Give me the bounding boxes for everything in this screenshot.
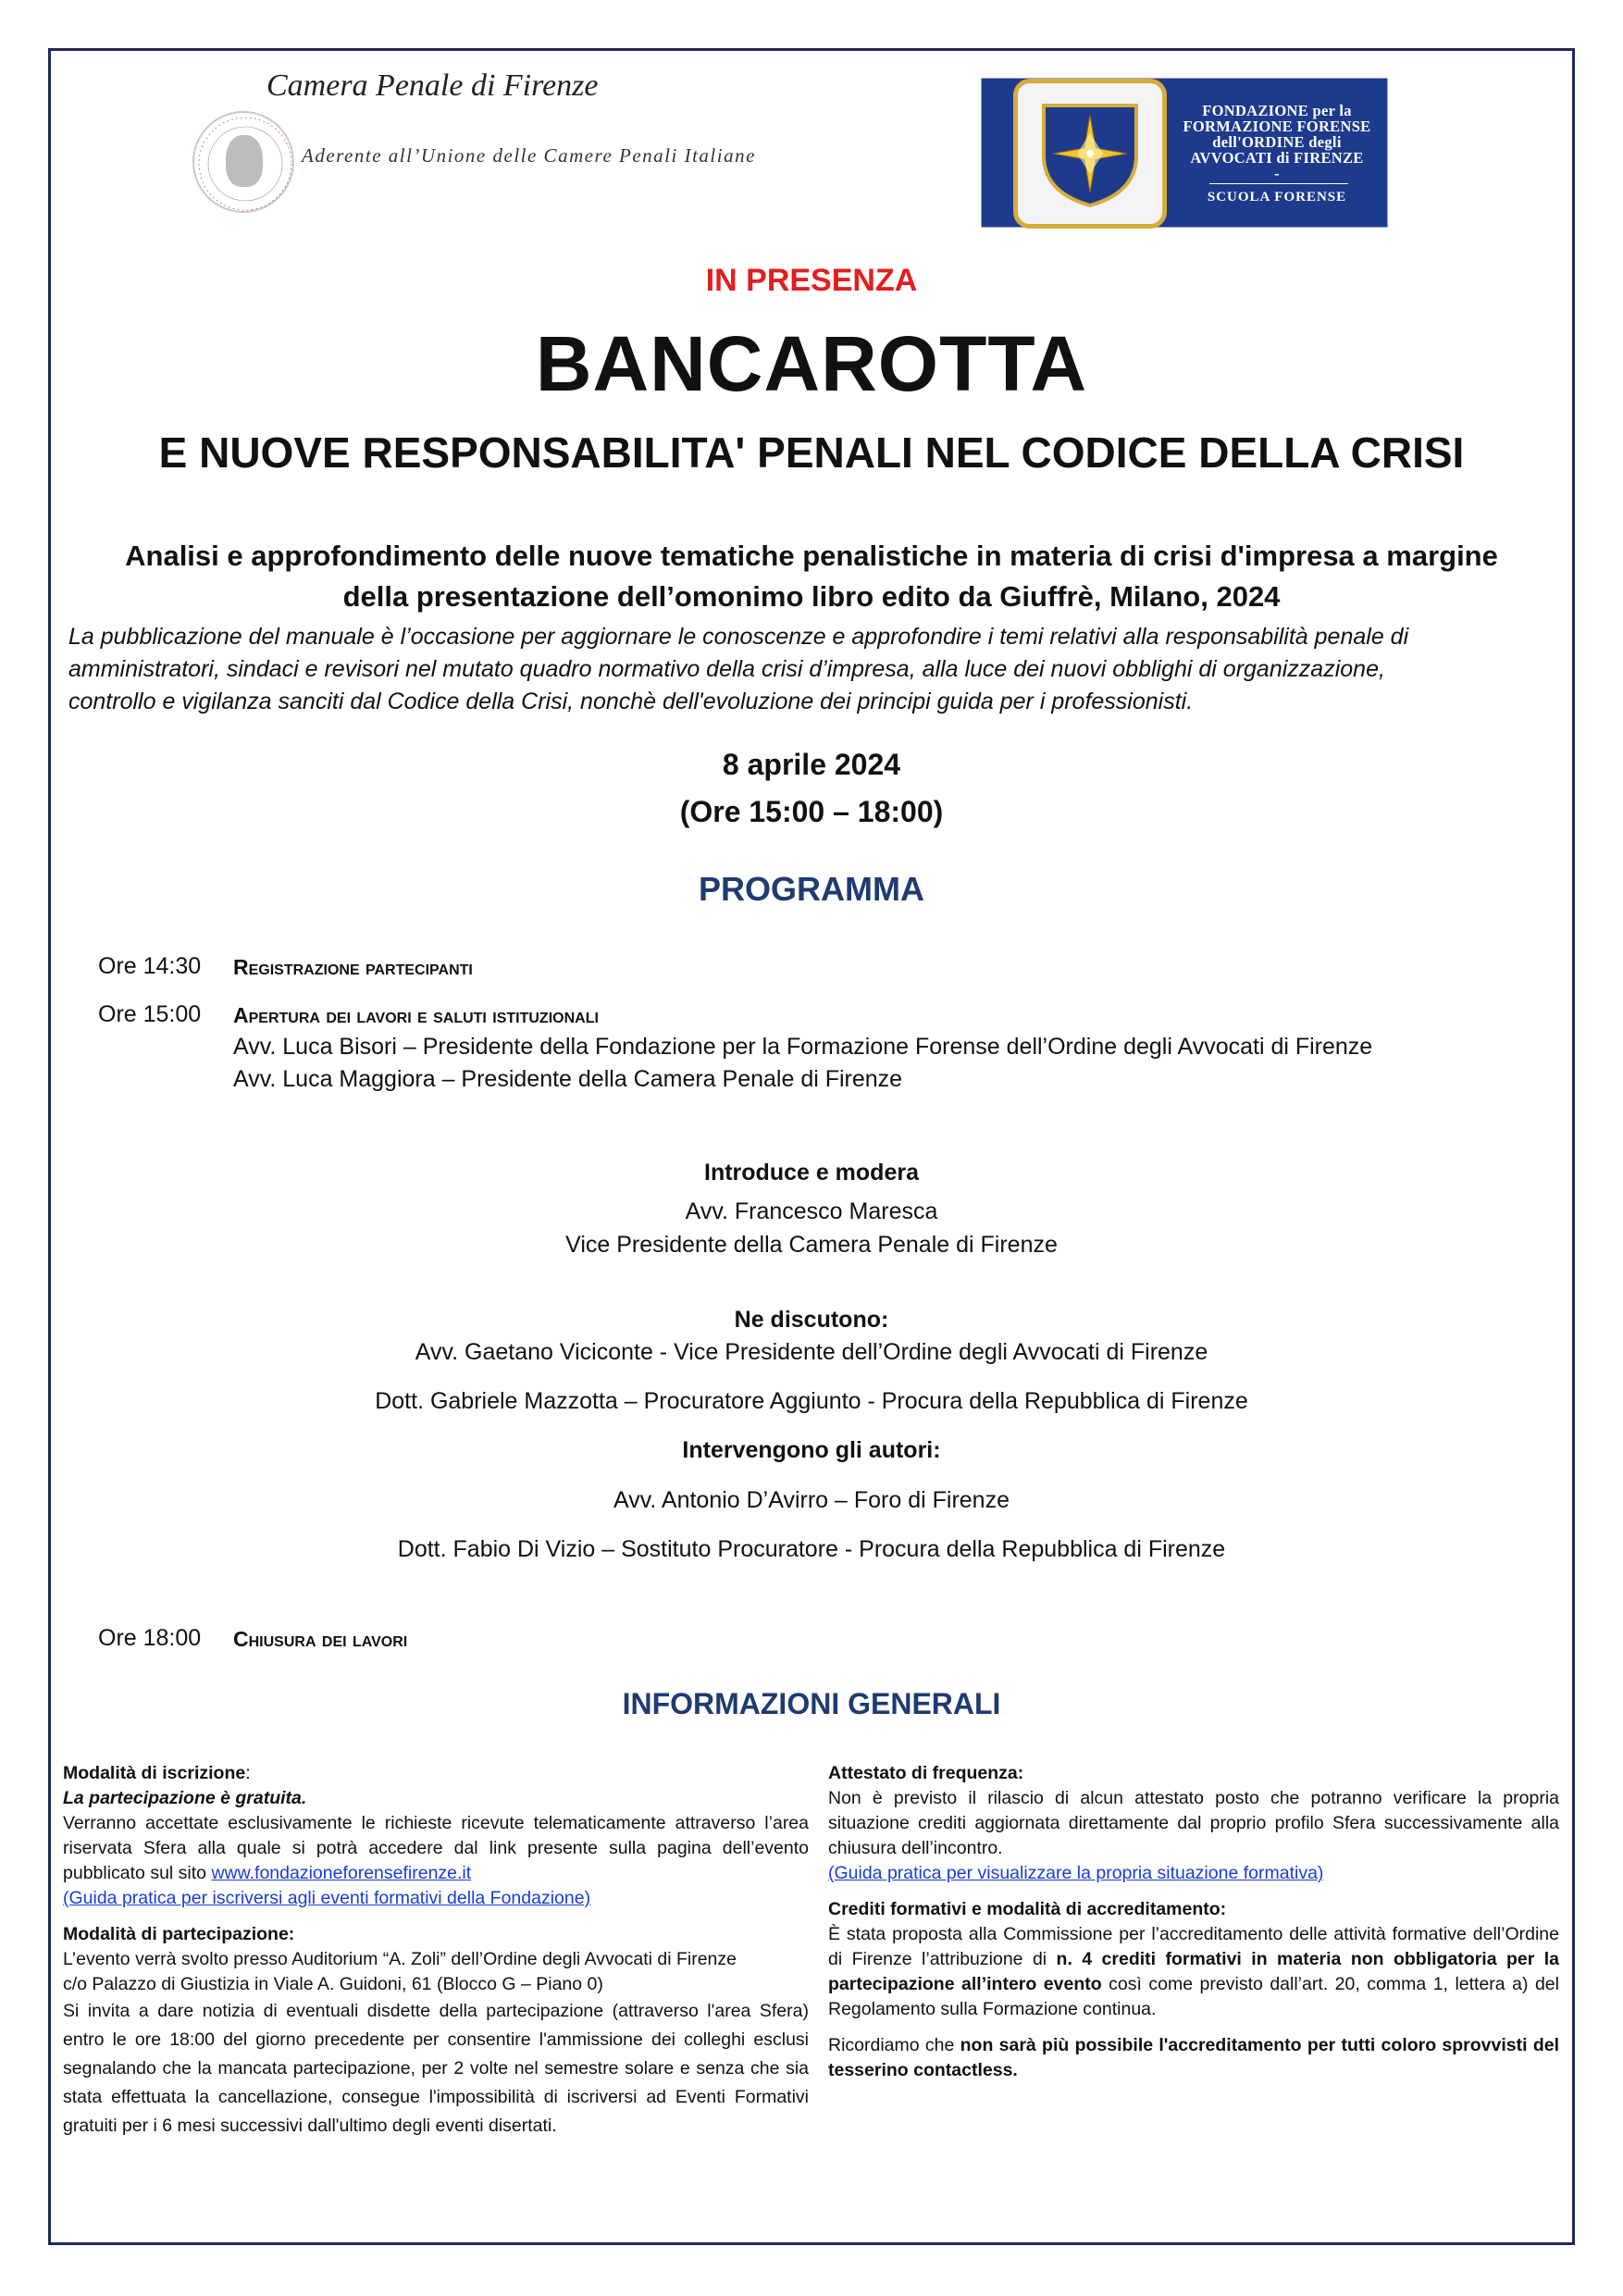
- info-right-column: [828, 1761, 1559, 2083]
- camera-penale-seal-logo: [192, 111, 294, 213]
- programma-heading: PROGRAMMA: [699, 870, 924, 908]
- attestato-text: Non è previsto il rilascio di alcun attestato posto che potranno verificare la propria situazione crediti aggiornata direttamente dal proprio profilo Sfera successivamente alla chiusura dell’incontro.: [828, 1788, 1559, 1858]
- intro-line: controllo e vigilanza sanciti dal Codice della Crisi, nonchè dell'evoluzione dei principi guida per i professionisti.: [68, 689, 1194, 714]
- event-title: BANCAROTTA: [535, 320, 1088, 407]
- authors-heading: Intervengono gli autori:: [682, 1437, 941, 1463]
- author-line: Dott. Fabio Di Vizio – Sostituto Procuratore - Procura della Repubblica di Firenze: [397, 1536, 1226, 1562]
- speaker-line: Avv. Luca Bisori – Presidente della Fondazione per la Formazione Forense dell’Ordine degli Avvocati di Firenze: [233, 1034, 1373, 1060]
- seal-ring-icon: [194, 113, 296, 215]
- gratuita-note: La partecipazione è gratuita.: [63, 1788, 307, 1808]
- analysis-line: Analisi e approfondimento delle nuove tematiche penalistiche in materia di crisi d'impresa a margine: [125, 540, 1498, 572]
- program-time: Ore 14:30: [98, 953, 202, 979]
- discussant-line: Avv. Gaetano Viciconte - Vice Presidente dell’Ordine degli Avvocati di Firenze: [415, 1339, 1208, 1365]
- aderente-text: Aderente all’Unione delle Camere Penali Italiane: [302, 144, 756, 167]
- attestato-heading: Attestato di frequenza:: [828, 1763, 1024, 1783]
- intro-line: amministratori, sindaci e revisori nel mutato quadro normativo della crisi d’impresa, alla luce dei nuovi obblighi di organizzazione,: [68, 656, 1385, 682]
- crediti-text: È stata proposta alla Commissione per l’accreditamento delle attività formative dell’Ordine di Firenze l’attribuzione di: [828, 1924, 1559, 1969]
- partecipazione-heading: Modalità di partecipazione:: [63, 1924, 295, 1944]
- crediti-text: così come previsto dall’art. 20, comma 1, lettera a) del Regolamento sulla Formazione continua.: [828, 1974, 1559, 2019]
- ricordiamo-bold-text: non sarà più possibile l'accreditamento per tutti coloro sprovvisti del tesserino contactless.: [828, 2035, 1560, 2080]
- author-line: Avv. Antonio D’Avirro – Foro di Firenze: [613, 1487, 1010, 1513]
- crediti-heading: Crediti formativi e modalità di accreditamento:: [828, 1899, 1227, 1919]
- guide-link[interactable]: (Guida pratica per iscriversi agli eventi formativi della Fondazione): [63, 1888, 591, 1908]
- moderator-heading: Introduce e modera: [704, 1160, 919, 1185]
- fondazione-line: AVVOCATI di FIRENZE: [1190, 149, 1364, 167]
- analysis-line: della presentazione dell’omonimo libro edito da Giuffrè, Milano, 2024: [342, 580, 1281, 613]
- intro-line: La pubblicazione del manuale è l’occasione per aggiornare le conoscenze e approfondire i temi relativi alla responsabilità penale di: [68, 624, 1409, 650]
- program-time: Ore 18:00: [98, 1625, 202, 1651]
- program-item-label: Registrazione partecipanti: [233, 955, 473, 979]
- site-link[interactable]: www.fondazioneforensefirenze.it: [211, 1863, 472, 1883]
- scuola-forense-label: SCUOLA FORENSE: [1207, 190, 1347, 205]
- compass-shield-icon: [1038, 100, 1142, 209]
- discuss-heading: Ne discutono:: [734, 1307, 889, 1333]
- attestato-guide-link[interactable]: (Guida pratica per visualizzare la propria situazione formativa): [828, 1863, 1324, 1883]
- disdette-text: Si invita a dare notizia di eventuali disdette della partecipazione (attraverso l'area Sfera) entro le ore 18:00 del giorno precedente per consentire l'ammissione dei colleghi esclusi segnalando che la mancata partecipazione, per 2 volte nel semestre solare e senza che sia stata effettuata la cancellazione, consegue l'impossibilità di iscriversi ad Eventi Formativi gratuiti per i 6 mesi successivi dall'ultimo degli eventi disertati.: [63, 2001, 809, 2136]
- speaker-line: Avv. Luca Maggiora – Presidente della Camera Penale di Firenze: [233, 1066, 903, 1092]
- moderator-role: Vice Presidente della Camera Penale di Firenze: [565, 1232, 1058, 1258]
- info-left-column: [63, 1761, 809, 2141]
- shield-frame: [1013, 79, 1167, 229]
- event-hours: (Ore 15:00 – 18:00): [679, 795, 944, 828]
- fondazione-logo: [981, 78, 1388, 228]
- ricordiamo-text: Ricordiamo che: [828, 2035, 960, 2055]
- fondazione-line: -: [1274, 165, 1280, 182]
- iscrizione-heading: Modalità di iscrizione: [63, 1763, 246, 1783]
- fondazione-line: FORMAZIONE FORENSE: [1183, 118, 1371, 135]
- partecipazione-line: L’evento verrà svolto presso Auditorium “A. Zoli” dell’Ordine degli Avvocati di Firenze: [63, 1949, 737, 1969]
- event-date: 8 aprile 2024: [722, 748, 901, 781]
- event-subtitle: E NUOVE RESPONSABILITA' PENALI NEL CODICE DELLA CRISI: [158, 428, 1465, 477]
- crediti-bold-text: n. 4 crediti formativi in materia non obbligatoria per la partecipazione all’intero evento: [828, 1949, 1559, 1994]
- partecipazione-line: c/o Palazzo di Giustizia in Viale A. Guidoni, 61 (Blocco G – Piano 0): [63, 1974, 603, 1994]
- colon: :: [245, 1763, 251, 1783]
- program-item-label: Chiusura dei lavori: [233, 1627, 408, 1651]
- fondazione-line: dell'ORDINE degli: [1212, 133, 1342, 151]
- iscrizione-text: Verranno accettate esclusivamente le richieste ricevute telematicamente attraverso l’area riservata Sfera alla quale si potrà accedere dal link presente sulla pagina dell’evento pubblicato sul sito: [63, 1813, 809, 1883]
- info-heading: INFORMAZIONI GENERALI: [622, 1687, 1001, 1720]
- divider: [1209, 183, 1348, 184]
- camera-penale-title: Camera Penale di Firenze: [266, 68, 599, 103]
- fondazione-line: FONDAZIONE per la: [1202, 102, 1352, 119]
- program-time: Ore 15:00: [98, 1001, 202, 1027]
- moderator-name: Avv. Francesco Maresca: [685, 1198, 938, 1224]
- program-item-label: Apertura dei lavori e saluti istituzionali: [233, 1003, 599, 1027]
- intro-paragraph: [68, 621, 1530, 718]
- mode-label: IN PRESENZA: [705, 263, 918, 298]
- discussant-line: Dott. Gabriele Mazzotta – Procuratore Aggiunto - Procura della Repubblica di Firenze: [375, 1388, 1248, 1414]
- fondazione-name: [1172, 103, 1381, 181]
- analysis-heading: [67, 536, 1556, 617]
